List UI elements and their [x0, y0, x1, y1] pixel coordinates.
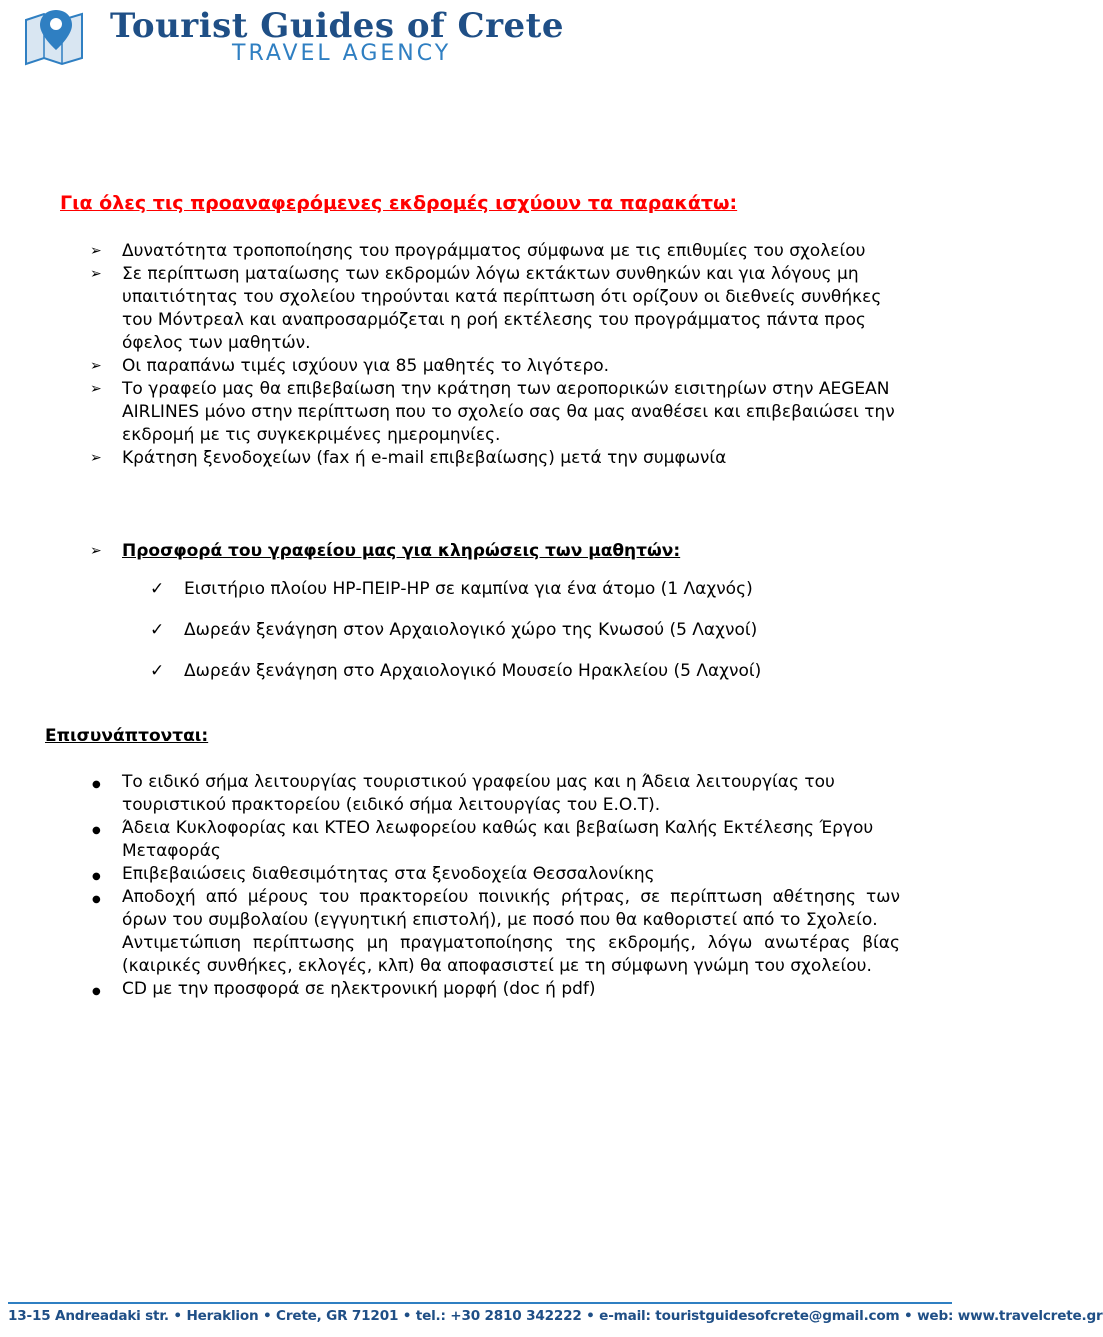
arrow-bullet-icon: ➢	[90, 266, 102, 282]
offer-text: Εισιτήριο πλοίου ΗΡ-ΠΕΙΡ-ΗΡ σε καμπίνα για ένα άτομο (1 Λαχνός)	[184, 579, 753, 599]
list-item	[92, 886, 900, 978]
condition-text: Δυνατότητα τροποποίησης του προγράμματος σύμφωνα με τις επιθυμίες του σχολείου	[122, 241, 866, 261]
list-item	[150, 619, 761, 642]
condition-text: Κράτηση ξενοδοχείων (fax ή e-mail επιβεβαίωσης) μετά την συμφωνία	[122, 448, 727, 468]
force-majeure-text: Αντιμετώπιση περίπτωσης μη πραγματοποίησης της εκδρομής, λόγω ανωτέρας βίας (καιρικές συνθήκες, εκλογές, κλπ) θα αποφασιστεί με τη σύμφωνη γνώμη του σχολείου.	[122, 933, 900, 976]
bullet-icon: ●	[92, 986, 101, 997]
list-item	[92, 817, 900, 863]
list-item	[90, 240, 900, 263]
logo-title: Tourist Guides of Crete	[110, 6, 564, 46]
list-item	[90, 263, 900, 355]
list-item	[92, 863, 900, 886]
enclosed-text: Αποδοχή από μέρους του πρακτορείου ποινικής ρήτρας, σε περίπτωση αθέτησης των όρων του συμβολαίου (εγγυητική επιστολή), με ποσό που θα καθοριστεί από το Σχολείο.	[122, 887, 900, 930]
offer-text: Δωρεάν ξενάγηση στο Αρχαιολογικό Μουσείο Ηρακλείου (5 Λαχνοί)	[184, 661, 762, 681]
arrow-bullet-icon: ➢	[90, 543, 102, 559]
list-item	[90, 355, 900, 378]
checkmark-icon: ✓	[150, 579, 165, 599]
offer-text: Δωρεάν ξενάγηση στον Αρχαιολογικό χώρο της Κνωσού (5 Λαχνοί)	[184, 620, 758, 640]
list-item	[90, 378, 900, 447]
enclosed-text: Άδεια Κυκλοφορίας και ΚΤΕΟ λεωφορείου καθώς και βεβαίωση Καλής Εκτέλεσης Έργου Μεταφοράς	[122, 818, 874, 861]
enclosed-title: Επισυνάπτονται:	[45, 726, 209, 746]
list-item	[92, 771, 900, 817]
enclosed-text: Επιβεβαιώσεις διαθεσιμότητας στα ξενοδοχεία Θεσσαλονίκης	[122, 864, 655, 884]
company-logo	[22, 4, 602, 68]
arrow-bullet-icon: ➢	[90, 358, 102, 374]
map-pin-icon	[22, 6, 90, 66]
list-item	[150, 578, 761, 601]
bullet-icon: ●	[92, 871, 101, 882]
offer-list	[150, 578, 761, 701]
condition-text: Το γραφείο μας θα επιβεβαίωση την κράτηση των αεροπορικών εισιτηρίων στην AEGEAN AIRLINES μόνο στην περίπτωση που το σχολείο σας θα μας αναθέσει και επιβεβαιώσει την εκδρομή με τις συγκεκριμένες ημερομηνίες.	[122, 379, 895, 445]
bullet-icon: ●	[92, 779, 101, 790]
conditions-list	[90, 240, 900, 470]
condition-text: Οι παραπάνω τιμές ισχύουν για 85 μαθητές το λιγότερο.	[122, 356, 610, 376]
arrow-bullet-icon: ➢	[90, 243, 102, 259]
list-item	[92, 978, 900, 1001]
footer-divider	[8, 1302, 952, 1304]
enclosed-text: Το ειδικό σήμα λειτουργίας τουριστικού γραφείου μας και η Άδεια λειτουργίας του τουριστικού πρακτορείου (ειδικό σήμα λειτουργίας του Ε.Ο.Τ).	[122, 772, 835, 815]
checkmark-icon: ✓	[150, 661, 165, 681]
footer-contact: 13-15 Andreadaki str. • Heraklion • Crete, GR 71201 • tel.: +30 2810 342222 • e-mail: touristguidesofcrete@gmail.com • web: www.travelcrete.gr	[8, 1308, 1103, 1324]
list-item	[150, 660, 761, 683]
bullet-icon: ●	[92, 825, 101, 836]
list-item	[90, 447, 900, 470]
enclosed-list	[92, 771, 900, 1001]
condition-text: Σε περίπτωση ματαίωσης των εκδρομών λόγω εκτάκτων συνθηκών και για λόγους μη υπαιτιότητας του σχολείου τηρούνται κατά περίπτωση ότι ορίζουν οι διεθνείς συνθήκες του Μόντρεαλ και αναπροσαρμόζεται η ροή εκτέλεσης του προγράμματος πάντα προς όφελος των μαθητών.	[122, 264, 882, 353]
bullet-icon: ●	[92, 894, 101, 905]
arrow-bullet-icon: ➢	[90, 381, 102, 397]
enclosed-text: CD με την προσφορά σε ηλεκτρονική μορφή (doc ή pdf)	[122, 979, 596, 999]
logo-subtitle: TRAVEL AGENCY	[232, 41, 452, 66]
arrow-bullet-icon: ➢	[90, 450, 102, 466]
offer-title: Προσφορά του γραφείου μας για κληρώσεις των μαθητών:	[122, 541, 681, 561]
page-footer	[0, 1302, 1103, 1337]
conditions-heading: Για όλες τις προαναφερόμενες εκδρομές ισχύουν τα παρακάτω:	[60, 192, 738, 214]
checkmark-icon: ✓	[150, 620, 165, 640]
